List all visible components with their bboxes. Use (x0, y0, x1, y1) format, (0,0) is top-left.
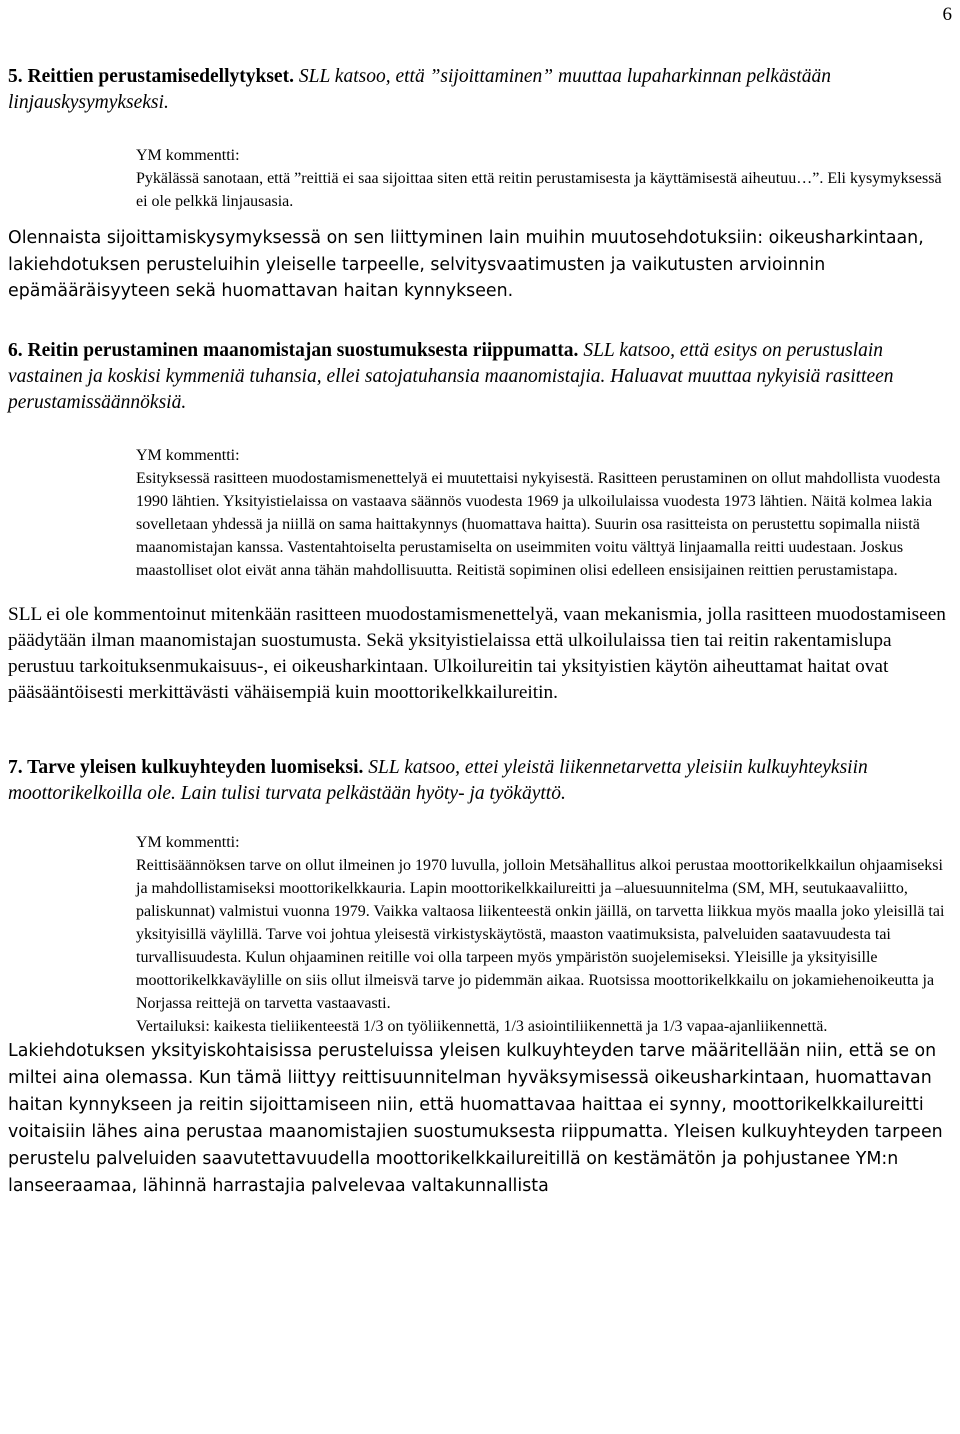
section-5-body: Olennaista sijoittamiskysymyksessä on sen liittyminen lain muihin muutosehdotuksiin: oikeusharkintaan, lakiehdotuksen perusteluihin yleiselle tarpeelle, selvitysvaatimusten ja vaikutusten arvioinnin epämääräisyyteen sekä huomattavan haitan kynnykseen. (8, 228, 924, 301)
comment-label: YM kommentti: (136, 833, 240, 851)
comment-label: YM kommentti: (136, 147, 240, 164)
page-number: 6 (942, 4, 952, 25)
section-6-body: SLL ei ole kommentoinut mitenkään rasitteen muodostamismenettelyä, vaan mekanismia, jolla rasitteen muodostamiseen päädytään ilman maanomistajan suostumusta. Sekä yksityistielaissa että ulkoilulaissa tien tai reitin rakentamislupa perustuu tarkoituksenmukaisuus-, ei oikeusharkintaan. Ulkoilureitin tai yksityistien käytön aiheuttamat haitat ovat pääsääntöisesti merkittävästi vähäisempiä kuin moottorikelkkailureitin. (8, 603, 946, 703)
section-5-title: 5. Reittien perustamisedellytykset. (8, 66, 294, 87)
section-6-title: 6. Reitin perustaminen maanomistajan suostumuksesta riippumatta. (8, 339, 579, 361)
document-body (8, 64, 956, 1200)
section-6-claim: SLL katsoo, että esitys on perustuslain vastainen ja koskisi kymmeniä tuhansia, ellei satojatuhansia maanomistajia. Haluavat muuttaa nykyisiä rasitteen perustamissäännöksiä. (8, 339, 894, 413)
section-7-claim: SLL katsoo, ettei yleistä liikennetarvetta yleisiin kulkuyhteyksiin moottorikelkoilla ole. Lain tulisi turvata pelkästään hyöty- ja työkäyttö. (8, 756, 868, 804)
section-7 (8, 755, 956, 1200)
section-5-heading (8, 64, 956, 116)
section-6-comment (136, 444, 956, 582)
comment-text: Reittisäännöksen tarve on ollut ilmeinen jo 1970 luvulla, jolloin Metsähallitus alkoi perustaa moottorikelkkailun ohjaamiseksi ja mahdollistamiseksi moottorikelkkauria. Lapin moottorikelkkailureitti ja –aluesuunnitelma (SM, MH, seutukaavaliitto, paliskunnat) valmistui vuonna 1979. Vaikka valtaosa liikenteestä onkin jäillä, on tarvetta liikkua myös maalla joko yleisillä tai yksityisillä väylillä. Tarve voi johtua yleisestä virkistyskäytöstä, maaston vaatimuksista, palveluiden saatavuudesta tai turvallisuudesta. Kulun ohjaaminen reitille voi olla tarpeen myös ympäristön suojelemiseksi. Yleisille ja yksityisille moottorikelkkaväylille on siis ollut ilmeisvä tarve jo pidemmän aikaa. Ruotsissa moottorikelkkailu on jokamiehenoikeutta ja Norjassa reittejä on tarvetta vastaavasti. (136, 856, 945, 1012)
comment-text: Pykälässä sanotaan, että ”reittiä ei saa sijoittaa siten että reitin perustamisesta ja käyttämisestä aiheutuu…”. Eli kysymyksessä ei ole pelkkä linjausasia. (136, 170, 942, 210)
section-6-heading (8, 338, 956, 416)
section-7-comment (136, 831, 956, 1038)
section-7-title: 7. Tarve yleisen kulkuyhteyden luomiseksi. (8, 756, 364, 778)
section-7-heading (8, 755, 956, 807)
comparison-note: Vertailuksi: kaikesta tieliikenteestä 1/3 on työliikennettä, 1/3 asiointiliikennettä ja 1/3 vapaa-ajanliikennettä. (136, 1017, 828, 1035)
section-5-claim: SLL katsoo, että ”sijoittaminen” muuttaa lupaharkinnan pelkästään linjauskysymykseksi. (8, 66, 831, 113)
section-5-comment (136, 144, 956, 213)
comment-label: YM kommentti: (136, 446, 240, 464)
section-7-body: Lakiehdotuksen yksityiskohtaisissa perusteluissa yleisen kulkuyhteyden tarve määritellään niin, että se on miltei aina olemassa. Kun tämä liittyy reittisuunnitelman hyväksymisessä oikeusharkintaan, huomattavan haitan kynnykseen ja reitin sijoittamiseen niin, että huomattavaa haittaa ei synny, moottorikelkkailureitti voitaisiin lähes aina perustaa maanomistajien suostumuksesta riippumatta. Yleisen kulkuyhteyden tarpeen perustelu palveluiden saavutettavuudella moottorikelkkailureitillä on kestämätön ja pohjustanee YM:n lanseeraamaa, lähinnä harrastajia palvelevaa valtakunnallista (8, 1040, 943, 1196)
comment-text: Esityksessä rasitteen muodostamismenettelyä ei muutettaisi nykyisestä. Rasitteen perustaminen on ollut mahdollista vuodesta 1990 lähtien. Yksityistielaissa on vastaava säännös vuodesta 1969 ja ulkoilulaissa vuodesta 1973 lähtien. Näitä kolmea lakia sovelletaan yhdessä ja niillä on sama haittakynnys (huomattava haitta). Suurin osa rasitteista on perustettu sopimalla niistä maanomistajan kanssa. Vastentahtoiselta perustamiselta on useimmiten voitu välttyä linjaamalla reitti uudestaan. Joskus maastolliset olot eivät anna tähän mahdollisuutta. Reitistä sopiminen olisi edelleen ensisijainen reittien perustamistapa. (136, 469, 941, 579)
section-5 (8, 64, 956, 305)
section-6 (8, 338, 956, 706)
